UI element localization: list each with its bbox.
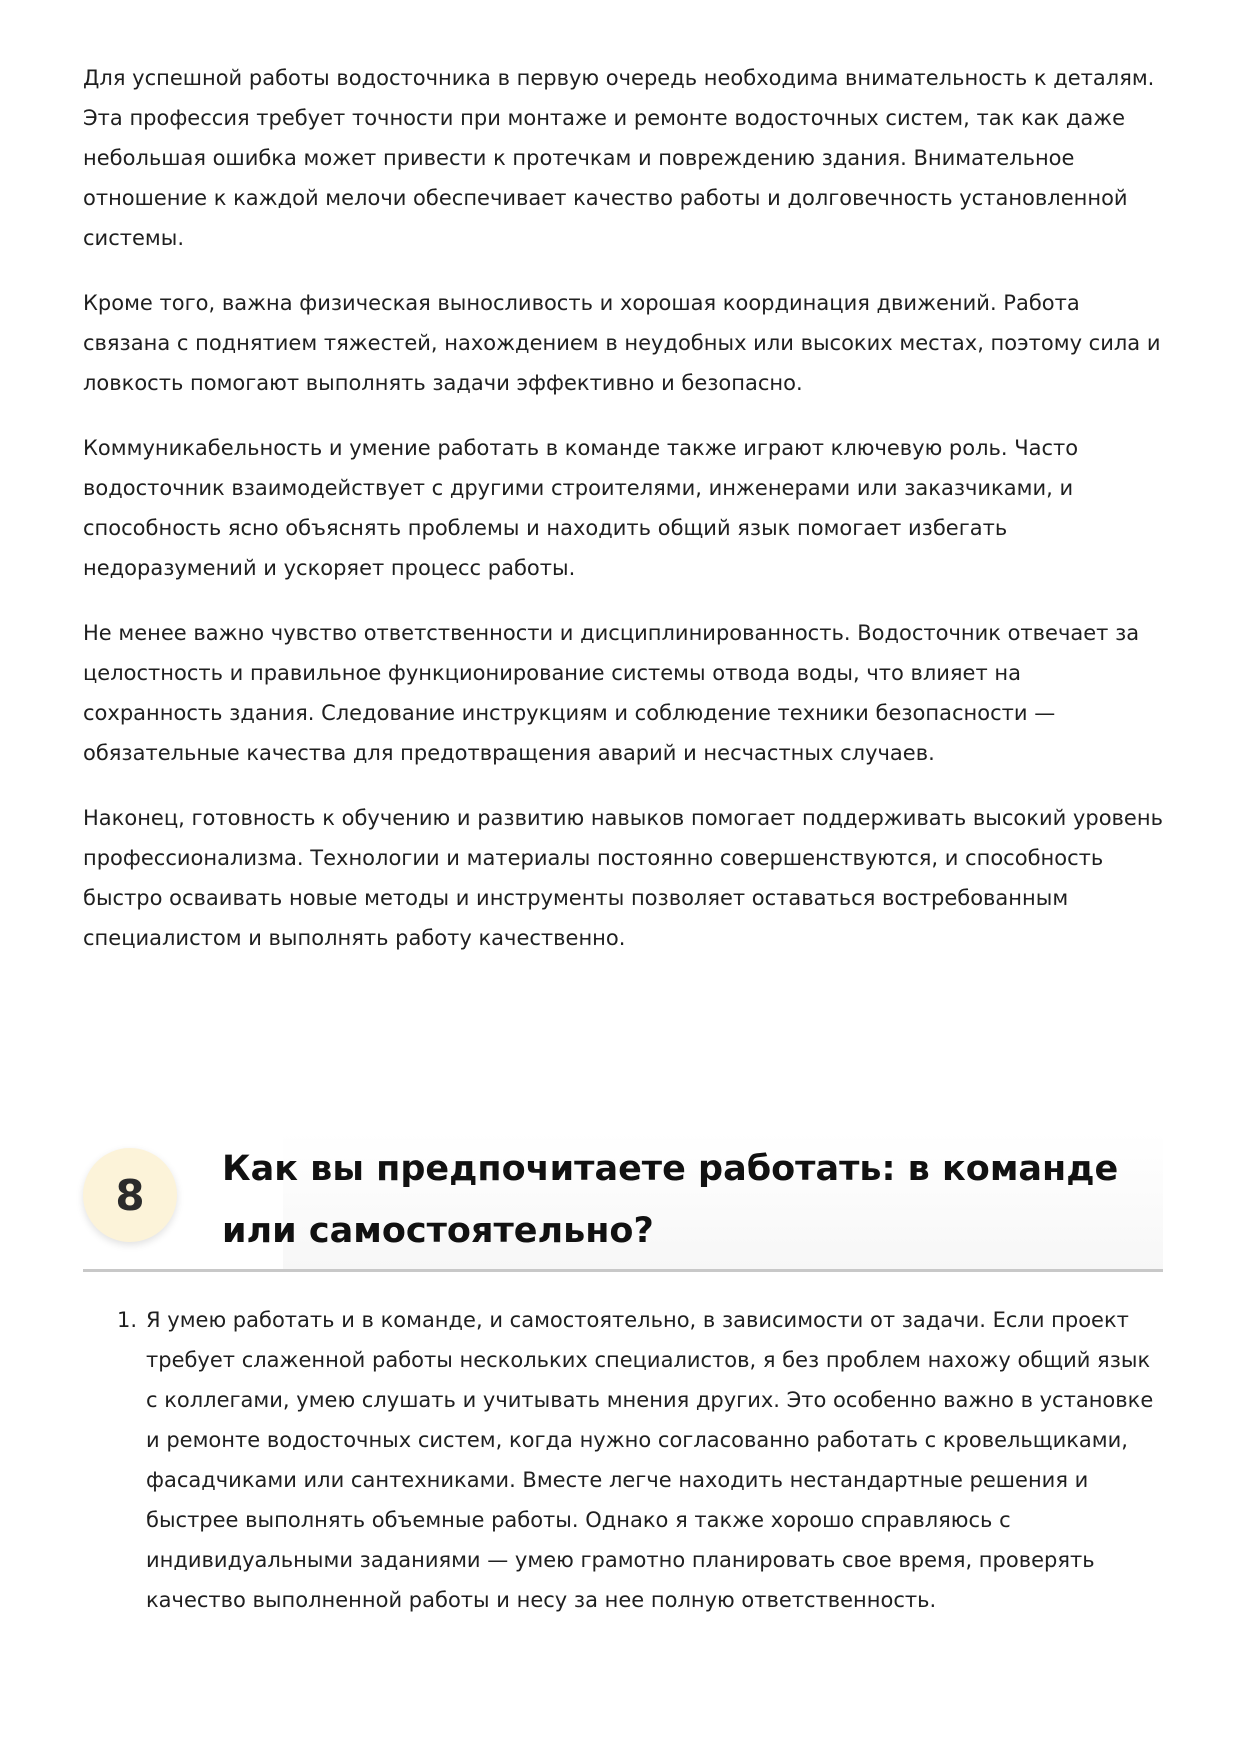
question-title: Как вы предпочитаете работать: в команде или самостоятельно? (222, 1149, 1119, 1251)
list-item (83, 1300, 1163, 1620)
question-number-badge: 8 (83, 1148, 177, 1242)
paragraph-learning: Наконец, готовность к обучению и развитию навыков помогает поддерживать высокий уровень профессионализма. Технологии и материалы постоянно совершенствуются, и способность быстро осваивать новые методы и инструменты позволяет оставаться востребованным специалистом и выполнять работу качественно. (83, 806, 1163, 950)
article-body (83, 58, 1163, 983)
answer-list (83, 1300, 1163, 1620)
question-section-header (83, 1132, 1163, 1272)
paragraph-physical-endurance: Кроме того, важна физическая выносливость и хорошая координация движений. Работа связана с поднятием тяжестей, нахождением в неудобных или высоких местах, поэтому сила и ловкость помогают выполнять задачи эффективно и безопасно. (83, 291, 1161, 395)
list-item-text: Я умею работать и в команде, и самостоятельно, в зависимости от задачи. Если проект требует слаженной работы нескольких специалистов, я без проблем нахожу общий язык с коллегами, умею слушать и учитывать мнения других. Это особенно важно в установке и ремонте водосточных систем, когда нужно согласованно работать с кровельщиками, фасадчиками или сантехниками. Вместе легче находить нестандартные решения и быстрее выполнять объемные работы. Однако я также хорошо справляюсь с индивидуальными заданиями — умею грамотно планировать свое время, проверять качество выполненной работы и несу за нее полную ответственность. (146, 1308, 1154, 1612)
list-item-number: 1. (117, 1308, 138, 1332)
paragraph-responsibility: Не менее важно чувство ответственности и дисциплинированность. Водосточник отвечает за целостность и правильное функционирование системы отвода воды, что влияет на сохранность здания. Следование инструкциям и соблюдение техники безопасности — обязательные качества для предотвращения аварий и несчастных случаев. (83, 621, 1140, 765)
paragraph-attention-to-detail: Для успешной работы водосточника в первую очередь необходима внимательность к деталям. Эта профессия требует точности при монтаже и ремонте водосточных систем, так как даже небольшая ошибка может привести к протечкам и повреждению здания. Внимательное отношение к каждой мелочи обеспечивает качество работы и долговечность установленной системы. (83, 66, 1155, 250)
paragraph-teamwork: Коммуникабельность и умение работать в команде также играют ключевую роль. Часто водосточник взаимодействует с другими строителями, инженерами или заказчиками, и способность ясно объяснять проблемы и находить общий язык помогает избегать недоразумений и ускоряет процесс работы. (83, 436, 1079, 580)
